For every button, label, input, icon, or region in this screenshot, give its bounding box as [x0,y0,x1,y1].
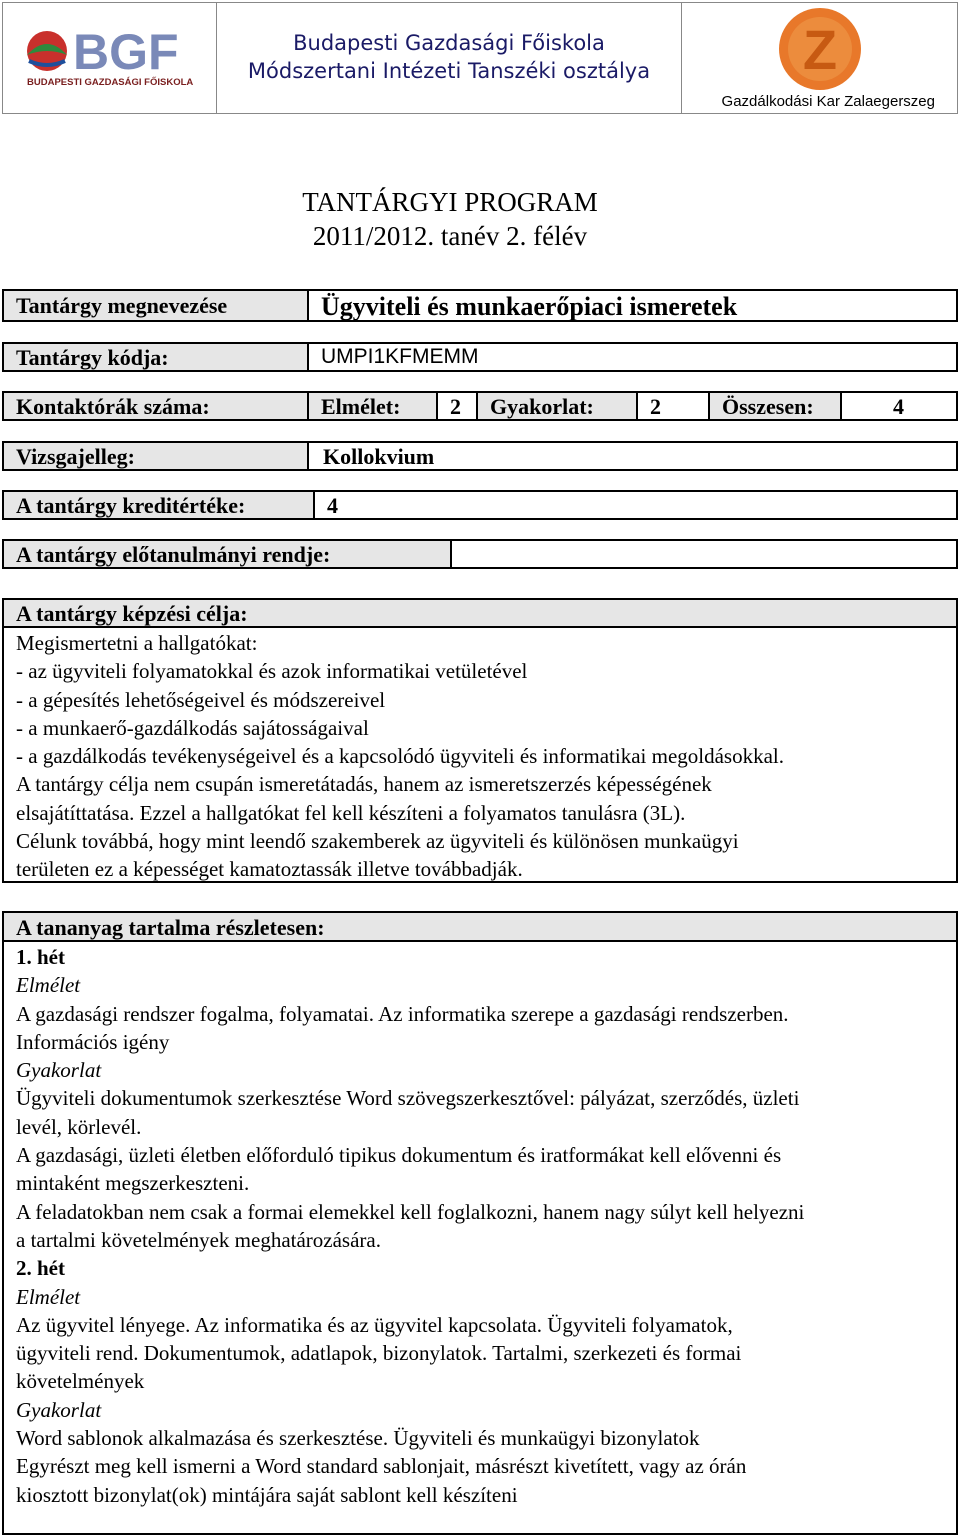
bgf-logo-text: BGF [73,24,179,80]
exam-value: Kollokvium [323,444,435,469]
syllabus-line: Word sablonok alkalmazása és szerkesztése. Ügyviteli és munkaügyi bizonylatok [16,1426,700,1451]
goal-line: - a munkaerő-gazdálkodás sajátosságaival [16,715,369,740]
subject-code-value-cell [307,342,958,372]
exam-label: Vizsgajelleg: [16,444,135,469]
goal-line: - a gazdálkodás tevékenységeivel és a kapcsolódó ügyviteli és informatikai megoldásokkal. [16,744,785,769]
credit-value-cell [313,490,958,520]
syllabus-line: levél, körlevél. [16,1114,142,1139]
total-value-cell [840,391,958,421]
total-label: Összesen: [722,394,814,419]
syllabus-header: A tananyag tartalma részletesen: [16,915,325,940]
header-title-cell [216,2,682,114]
header-logo-cell [2,2,217,114]
syllabus-line: Információs igény [16,1029,170,1054]
syllabus-line: mintaként megszerkeszteni. [16,1171,250,1196]
practice-label-cell [476,391,638,421]
syllabus-line: A gazdasági, üzleti életben előforduló tipikus dokumentum és iratformákat kell elővenni és [16,1143,782,1168]
page-title: TANTÁRGYI PROGRAM [302,187,598,217]
exam-label-cell [2,441,309,471]
page-subtitle: 2011/2012. tanév 2. félév [312,221,588,251]
subject-name-value-cell [307,289,958,322]
faculty-caption: Gazdálkodási Kar Zalaegerszeg [721,93,935,110]
subject-name-label: Tantárgy megnevezése [16,293,228,318]
practice-value-cell [636,391,710,421]
week-heading: 1. hét [16,945,65,969]
contact-hours-label: Kontaktórák száma: [16,394,210,419]
goal-line: Célunk továbbá, hogy mint leendő szakemberek az ügyviteli és különösen munkaügyi [16,829,739,854]
section-heading: Elmélet [16,973,81,998]
total-value: 4 [893,394,904,419]
total-label-cell [708,391,842,421]
syllabus-line: Ügyviteli dokumentumok szerkesztése Word szövegszerkesztővel: pályázat, szerződés, üzleti [16,1086,800,1111]
bgf-logo-subtitle: BUDAPESTI GAZDASÁGI FŐISKOLA [27,77,194,88]
syllabus-line: Egyrészt meg kell ismerni a Word standard sablonjait, másrészt kivetített, vagy az órán [16,1454,747,1479]
goal-line: - a gépesítés lehetőségeivel és módszereivel [16,687,386,712]
contact-hours-label-cell [2,391,309,421]
syllabus-line: követelmények [16,1369,145,1394]
header-institution: Budapesti Gazdasági Főiskola [293,31,605,55]
theory-label: Elmélet: [321,394,401,419]
section-heading: Elmélet [16,1284,81,1309]
goal-line: területen ez a képességet kamatoztassák illetve továbbadják. [16,857,523,882]
syllabus-line: A gazdasági rendszer fogalma, folyamatai. Az informatika szerepe a gazdasági rendszerben. [16,1001,789,1026]
practice-label: Gyakorlat: [490,394,594,419]
zalaegerszeg-logo [682,3,957,93]
syllabus-header-cell [2,911,958,942]
syllabus-line: A feladatokban nem csak a formai elemekkel kell foglalkozni, hanem nagy súlyt kell helyezni [16,1199,805,1224]
practice-value: 2 [650,394,661,419]
section-heading: Gyakorlat [16,1397,102,1422]
week-heading: 2. hét [16,1256,65,1281]
goal-line: Megismertetni a hallgatókat: [16,631,258,655]
theory-label-cell [307,391,438,421]
prereq-label-cell [2,539,452,569]
goal-line: A tantárgy célja nem csupán ismeretátadás, hanem az ismeretszerzés képességének [16,772,712,797]
header-department: Módszertani Intézeti Tanszéki osztálya [247,59,651,83]
prereq-value-cell [450,539,958,569]
subject-code-value: UMPI1KFMEMM [321,345,479,368]
goal-line: elsajátíttatása. Ezzel a hallgatókat fel kell készíteni a folyamatos tanulásra (3L). [16,800,686,825]
subject-code-label: Tantárgy kódja: [16,345,169,370]
subject-code-label-cell [2,342,309,372]
theory-value-cell [436,391,478,421]
subject-name-value: Ügyviteli és munkaerőpiaci ismeretek [321,292,738,321]
zalaegerszeg-logo-letter: Z [802,18,838,81]
prereq-label: A tantárgy előtanulmányi rendje: [16,542,331,567]
syllabus-line: a tartalmi követelmények meghatározására. [16,1227,381,1252]
credit-label: A tantárgy kreditértéke: [16,493,246,518]
subject-name-label-cell [2,289,309,322]
syllabus-line: ügyviteli rend. Dokumentumok, adatlapok, bizonylatok. Tartalmi, szerkezeti és formai [16,1341,742,1366]
credit-label-cell [2,490,315,520]
credit-value: 4 [327,493,338,518]
theory-value: 2 [450,394,461,419]
goal-header-cell [2,598,958,628]
goal-line: - az ügyviteli folyamatokkal és azok informatikai vetületével [16,659,528,684]
bgf-logo [3,3,216,113]
exam-value-cell [307,441,958,471]
header-faculty-cell [681,2,958,114]
goal-header: A tantárgy képzési célja: [16,601,248,626]
section-heading: Gyakorlat [16,1058,102,1083]
syllabus-line: Az ügyvitel lényege. Az informatika és az ügyvitel kapcsolata. Ügyviteli folyamatok, [16,1312,733,1337]
syllabus-line: kiosztott bizonylat(ok) mintájára saját sablont kell készíteni [16,1482,518,1507]
syllabus-content [2,940,958,1535]
goal-content [2,626,958,883]
